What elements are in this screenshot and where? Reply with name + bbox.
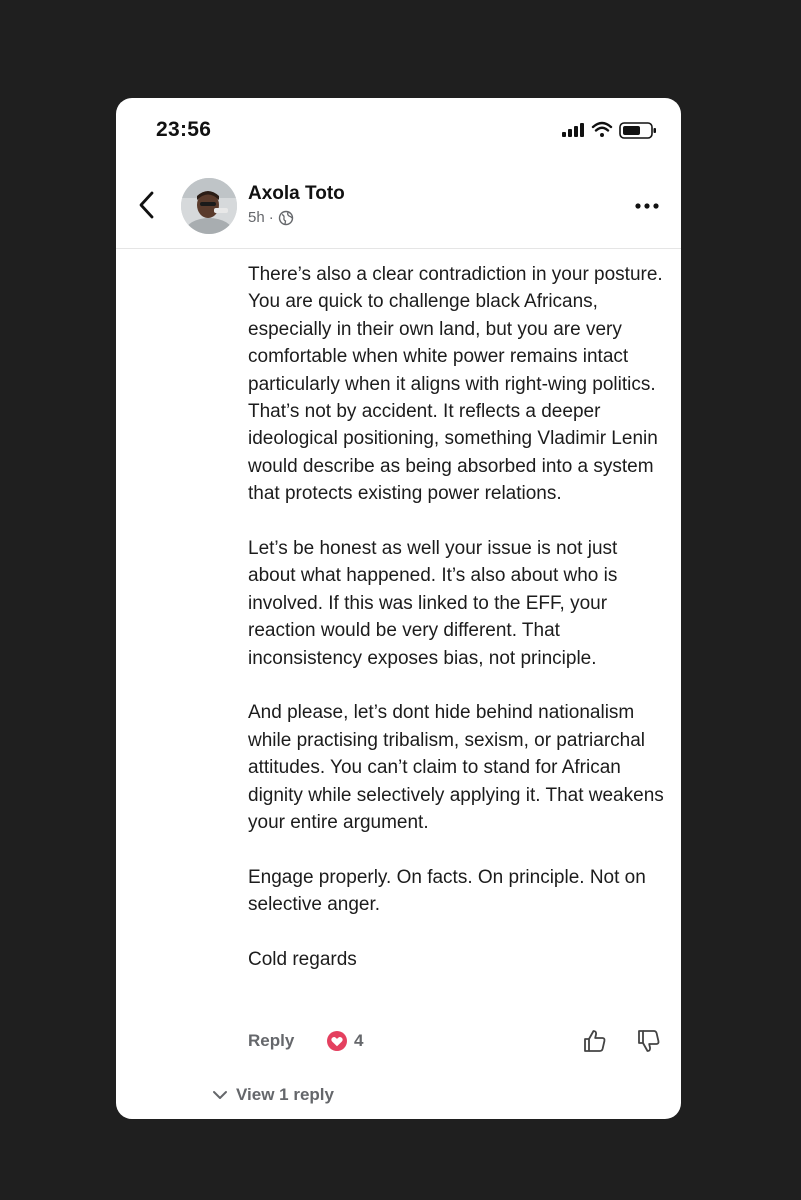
battery-icon	[620, 123, 656, 138]
globe-icon	[278, 210, 294, 226]
time-ago[interactable]: 5h	[248, 209, 265, 226]
comment-actions	[248, 1030, 663, 1054]
meta-separator: ·	[268, 209, 274, 226]
chevron-left-icon	[134, 190, 160, 220]
status-bar	[116, 98, 681, 164]
comment-paragraph: And please, let’s dont hide behind nationalism while practising tribalism, sexism, or patriarchal attitudes. You can’t claim to stand for African dignity while selectively applying it. That weakens your entire argument.	[248, 702, 664, 834]
comment-meta	[248, 209, 294, 226]
phone-screen	[116, 98, 681, 1119]
comment-header	[116, 164, 681, 249]
reaction-count: 4	[354, 1031, 364, 1050]
chevron-down-icon	[212, 1089, 228, 1101]
comment-text	[248, 261, 668, 974]
avatar[interactable]	[181, 178, 237, 234]
dislike-button[interactable]	[636, 1028, 662, 1054]
like-button[interactable]	[582, 1028, 608, 1054]
reaction-summary[interactable]	[326, 1030, 363, 1052]
thumbs-down-icon	[636, 1028, 662, 1054]
comment-paragraph: Engage properly. On facts. On principle. Not on selective anger.	[248, 866, 646, 916]
author-name[interactable]: Axola Toto	[248, 183, 345, 204]
comment-signoff: Cold regards	[248, 949, 357, 971]
wifi-icon	[593, 123, 611, 137]
more-horizontal-icon	[634, 198, 662, 214]
thumbs-up-icon	[582, 1028, 608, 1054]
view-replies-button[interactable]	[212, 1085, 334, 1105]
more-options-button[interactable]	[634, 198, 662, 214]
avatar-photo	[181, 178, 237, 234]
status-time: 23:56	[156, 118, 212, 141]
comment-paragraph: There’s also a clear contradiction in your posture. You are quick to challenge black Africans, especially in their own land, but you are very comfortable when white power remains intact particularly when it aligns with right-wing politics. That’s not by accident. It reflects a deeper ideological positioning, something Vladimir Lenin would describe as being absorbed into a system that protects existing power relations.	[248, 264, 663, 505]
love-reaction-icon	[326, 1030, 348, 1052]
comment-paragraph: Let’s be honest as well your issue is not just about what happened. It’s also about who is involved. If this was linked to the EFF, your reaction would be very different. That inconsistency exposes bias, not principle.	[248, 538, 618, 669]
cellular-signal-icon	[562, 123, 584, 137]
status-icons	[562, 120, 662, 140]
reply-button[interactable]: Reply	[248, 1031, 295, 1050]
view-replies-label: View 1 reply	[236, 1085, 334, 1104]
back-button[interactable]	[134, 190, 160, 220]
